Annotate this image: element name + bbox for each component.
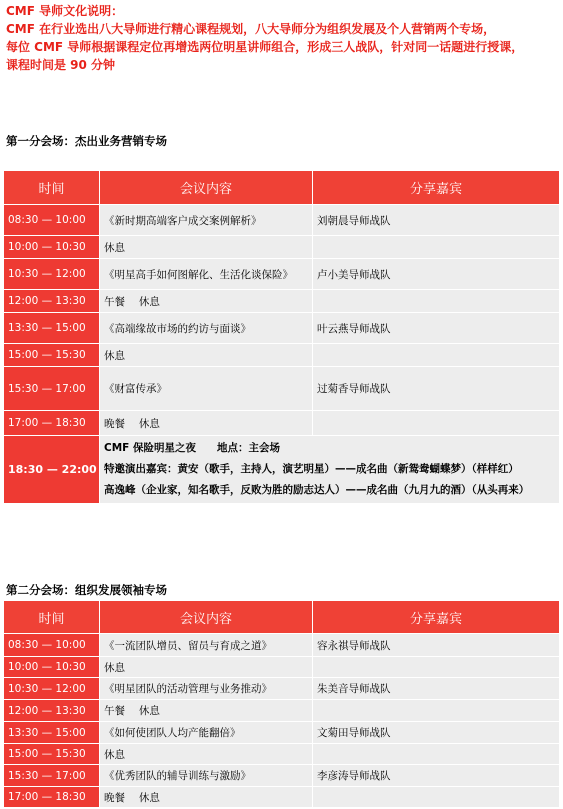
speaker-cell: 容永祺导师战队 xyxy=(313,634,560,657)
session1-table xyxy=(3,170,560,504)
table-row xyxy=(4,313,560,344)
gala-line2: 特邀演出嘉宾：黄安（歌手，主持人，演艺明星）——成名曲（新鸳鸯蝴蝶梦）（样样红） xyxy=(104,463,519,475)
gala-content-cell xyxy=(100,436,560,504)
time-cell: 10:30 — 12:00 xyxy=(4,259,100,290)
time-cell: 10:00 — 10:30 xyxy=(4,657,100,678)
header-time: 时间 xyxy=(4,601,100,634)
time-cell: 15:30 — 17:00 xyxy=(4,765,100,787)
time-cell: 10:00 — 10:30 xyxy=(4,236,100,259)
time-cell: 10:30 — 12:00 xyxy=(4,678,100,700)
table-row xyxy=(4,259,560,290)
table-row xyxy=(4,787,560,808)
gala-line1: CMF 保险明星之夜 地点：主会场 xyxy=(104,442,280,454)
time-cell: 08:30 — 10:00 xyxy=(4,634,100,657)
table-row xyxy=(4,344,560,367)
content-cell: 休息 xyxy=(100,657,313,678)
speaker-cell: 朱美音导师战队 xyxy=(313,678,560,700)
time-cell: 13:30 — 15:00 xyxy=(4,313,100,344)
speaker-cell xyxy=(313,657,560,678)
header-speaker: 分享嘉宾 xyxy=(313,601,560,634)
speaker-cell xyxy=(313,411,560,436)
intro-line: CMF 在行业选出八大导师进行精心课程规划，八大导师分为组织发展及个人营销两个专场， xyxy=(6,22,496,36)
time-cell: 08:30 — 10:00 xyxy=(4,205,100,236)
content-cell: 晚餐 休息 xyxy=(100,411,313,436)
speaker-cell xyxy=(313,787,560,808)
content-cell: 休息 xyxy=(100,236,313,259)
content-cell: 《新时期高端客户成交案例解析》 xyxy=(100,205,313,236)
content-cell: 休息 xyxy=(100,344,313,367)
time-cell: 15:30 — 17:00 xyxy=(4,367,100,411)
speaker-cell xyxy=(313,236,560,259)
table-header-row xyxy=(4,601,560,634)
content-cell: 午餐 休息 xyxy=(100,700,313,722)
speaker-cell: 叶云燕导师战队 xyxy=(313,313,560,344)
table-row xyxy=(4,765,560,787)
time-cell: 12:00 — 13:30 xyxy=(4,700,100,722)
content-cell: 《优秀团队的辅导训练与激励》 xyxy=(100,765,313,787)
table-row xyxy=(4,634,560,657)
speaker-cell: 卢小美导师战队 xyxy=(313,259,560,290)
table-row xyxy=(4,205,560,236)
table-row xyxy=(4,744,560,765)
table-row xyxy=(4,678,560,700)
gala-line3: 高逸峰（企业家，知名歌手，反败为胜的励志达人）——成名曲（九月九的酒）（从头再来） xyxy=(104,484,530,496)
speaker-cell xyxy=(313,700,560,722)
table-header-row xyxy=(4,171,560,205)
content-cell: 《高端缘故市场的约访与面谈》 xyxy=(100,313,313,344)
content-cell: 《明星高手如何图解化、生活化谈保险》 xyxy=(100,259,313,290)
intro-line: 每位 CMF 导师根据课程定位再增选两位明星讲师组合，形成三人战队，针对同一话题进行授课， xyxy=(6,40,524,54)
header-content: 会议内容 xyxy=(100,601,313,634)
session2-table xyxy=(3,600,560,808)
gala-row xyxy=(4,436,560,504)
table-row xyxy=(4,236,560,259)
time-cell: 13:30 — 15:00 xyxy=(4,722,100,744)
table-row xyxy=(4,411,560,436)
content-cell: 晚餐 休息 xyxy=(100,787,313,808)
table-row xyxy=(4,367,560,411)
header-content: 会议内容 xyxy=(100,171,313,205)
gala-time-cell: 18:30 — 22:00 xyxy=(4,436,100,504)
speaker-cell: 文菊田导师战队 xyxy=(313,722,560,744)
table-row xyxy=(4,657,560,678)
session1-title: 第一分会场：杰出业务营销专场 xyxy=(6,134,167,148)
content-cell: 休息 xyxy=(100,744,313,765)
header-time: 时间 xyxy=(4,171,100,205)
speaker-cell xyxy=(313,344,560,367)
speaker-cell xyxy=(313,744,560,765)
time-cell: 15:00 — 15:30 xyxy=(4,344,100,367)
time-cell: 17:00 — 18:30 xyxy=(4,787,100,808)
content-cell: 午餐 休息 xyxy=(100,290,313,313)
content-cell: 《财富传承》 xyxy=(100,367,313,411)
intro-block xyxy=(6,2,558,74)
table-row xyxy=(4,722,560,744)
time-cell: 15:00 — 15:30 xyxy=(4,744,100,765)
intro-line: 课程时间是 90 分钟 xyxy=(6,58,116,72)
speaker-cell: 李彦涛导师战队 xyxy=(313,765,560,787)
speaker-cell: 刘朝晨导师战队 xyxy=(313,205,560,236)
content-cell: 《一流团队增员、留员与育成之道》 xyxy=(100,634,313,657)
speaker-cell xyxy=(313,290,560,313)
header-speaker: 分享嘉宾 xyxy=(313,171,560,205)
table-row xyxy=(4,700,560,722)
speaker-cell: 过菊香导师战队 xyxy=(313,367,560,411)
table-row xyxy=(4,290,560,313)
intro-title: CMF 导师文化说明： xyxy=(6,4,124,18)
content-cell: 《如何使团队人均产能翻倍》 xyxy=(100,722,313,744)
time-cell: 12:00 — 13:30 xyxy=(4,290,100,313)
content-cell: 《明星团队的活动管理与业务推动》 xyxy=(100,678,313,700)
session2-title: 第二分会场：组织发展领袖专场 xyxy=(6,583,167,597)
time-cell: 17:00 — 18:30 xyxy=(4,411,100,436)
